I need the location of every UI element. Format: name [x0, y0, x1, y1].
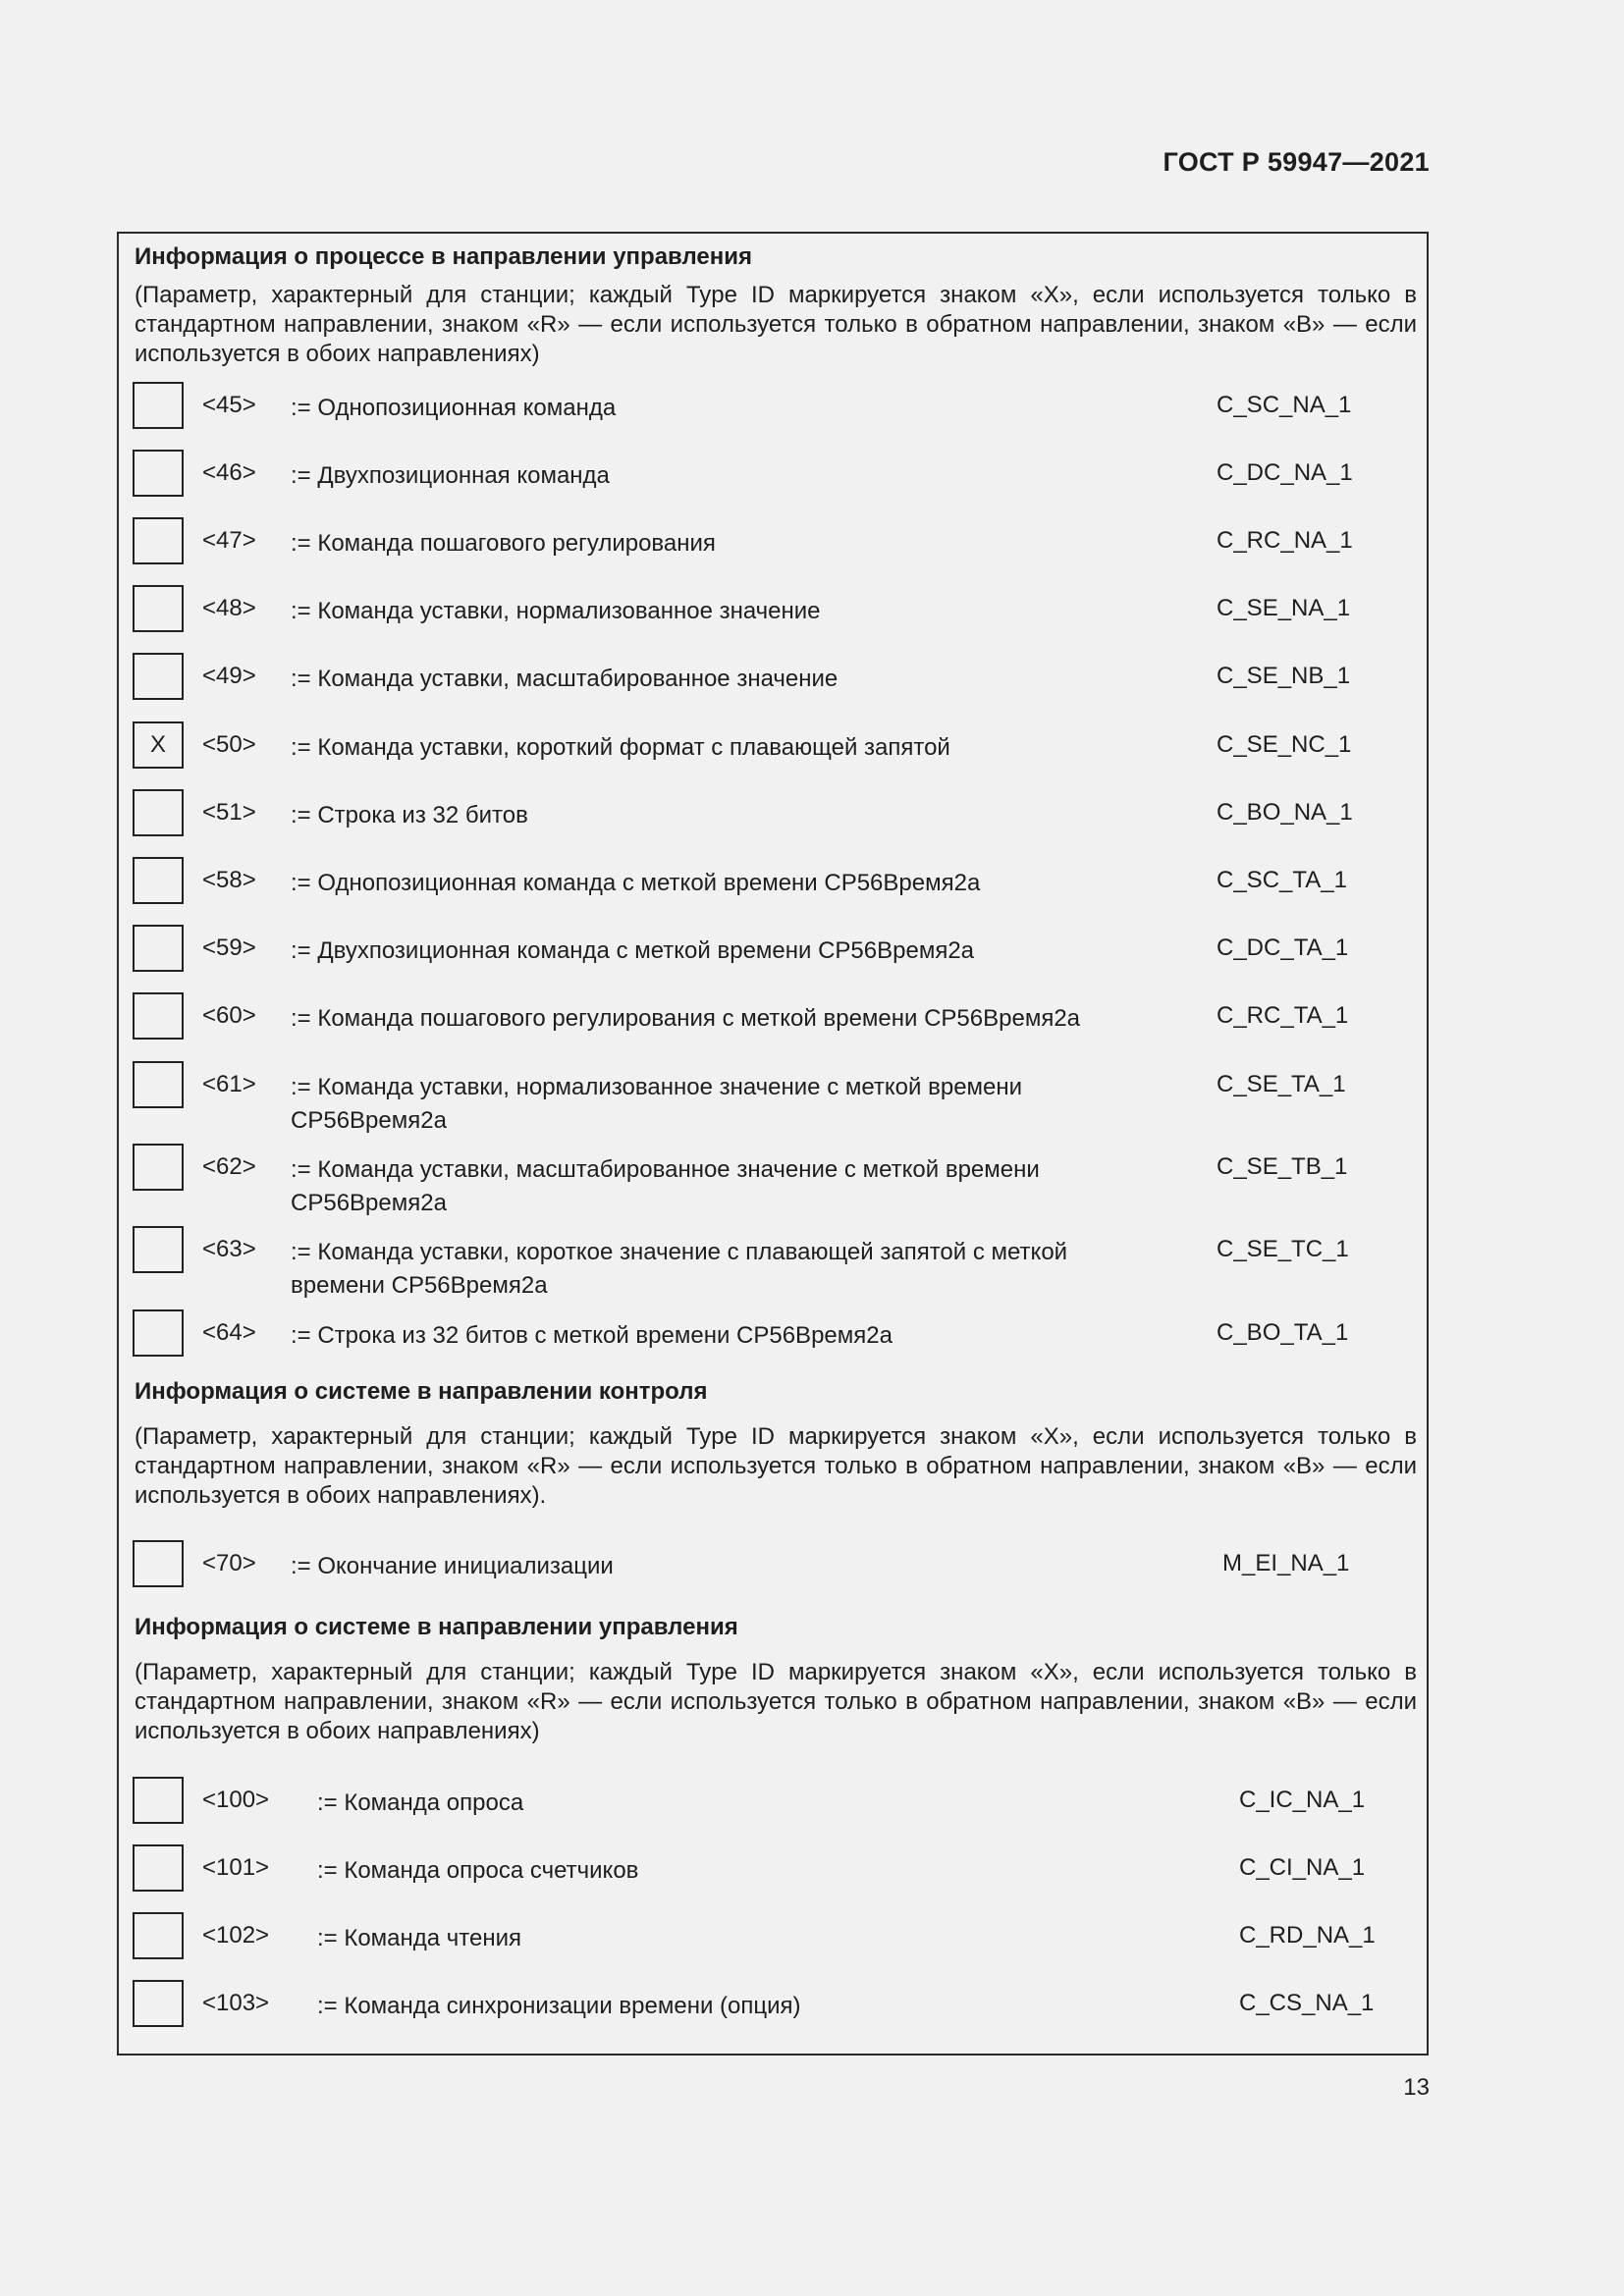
type-id-checkbox[interactable] — [133, 857, 184, 904]
type-id-code: C_CS_NA_1 — [1239, 1990, 1375, 2016]
type-id-checkbox[interactable] — [133, 450, 184, 497]
type-id-checkbox[interactable] — [133, 1309, 184, 1357]
type-id-number: <45> — [202, 392, 256, 418]
type-id-number: <59> — [202, 934, 256, 961]
type-id-code: C_SE_TB_1 — [1217, 1153, 1348, 1180]
type-id-description: := Команда чтения — [317, 1925, 522, 1951]
type-id-number: <49> — [202, 663, 256, 689]
type-id-description: := Команда уставки, нормализованное значение с меткой времени CP56Время2a — [291, 1074, 1023, 1134]
type-id-code: C_IC_NA_1 — [1239, 1787, 1366, 1813]
type-id-checkbox[interactable] — [133, 1912, 184, 1959]
type-id-code: C_DC_TA_1 — [1217, 934, 1349, 961]
type-id-number: <50> — [202, 731, 256, 758]
type-id-row — [133, 1061, 1419, 1134]
type-id-row — [133, 585, 1419, 640]
type-id-number: <51> — [202, 799, 256, 826]
type-id-number: <101> — [202, 1854, 270, 1881]
type-id-checkbox[interactable] — [133, 653, 184, 700]
type-id-description: := Команда синхронизации времени (опция) — [317, 1993, 801, 2019]
type-id-checkbox[interactable]: X — [133, 721, 184, 769]
type-id-description: := Строка из 32 битов с меткой времени CP56Время2a — [291, 1322, 893, 1349]
type-id-code: C_SE_NA_1 — [1217, 595, 1351, 621]
page-number: 13 — [1403, 2074, 1430, 2101]
type-id-row — [133, 1777, 1419, 1832]
type-id-number: <60> — [202, 1002, 256, 1029]
type-id-checkbox[interactable] — [133, 585, 184, 632]
type-id-checkbox[interactable] — [133, 382, 184, 429]
type-id-checkbox[interactable] — [133, 1540, 184, 1587]
type-id-code: C_SE_NC_1 — [1217, 731, 1352, 758]
type-id-description: := Однопозиционная команда с меткой времени CP56Время2a — [291, 870, 981, 896]
type-id-row — [133, 1144, 1419, 1216]
type-id-number: <62> — [202, 1153, 256, 1180]
type-id-description: := Команда опроса — [317, 1789, 524, 1816]
type-id-checkbox[interactable] — [133, 1061, 184, 1108]
type-id-code: M_EI_NA_1 — [1222, 1550, 1350, 1576]
type-id-checkbox[interactable] — [133, 1777, 184, 1824]
type-id-row — [133, 517, 1419, 572]
type-id-description: := Команда пошагового регулирования с меткой времени CP56Время2a — [291, 1005, 1081, 1032]
type-id-checkbox[interactable] — [133, 1844, 184, 1892]
type-id-frame — [117, 232, 1429, 2056]
type-id-code: C_SE_TC_1 — [1217, 1236, 1349, 1262]
section-note: (Параметр, характерный для станции; каждый Type ID маркируется знаком «X», если используется только в стандартном направлении, знаком «R» — если используется только в обратном направлении, знаком «B» — если используется в обоих направлениях) — [135, 1659, 1417, 1744]
type-id-row — [133, 1912, 1419, 1967]
type-id-description: := Команда пошагового регулирования — [291, 530, 716, 557]
type-id-row — [133, 1980, 1419, 2035]
type-id-row — [133, 1844, 1419, 1899]
type-id-code: C_BO_NA_1 — [1217, 799, 1353, 826]
type-id-code: C_RD_NA_1 — [1239, 1922, 1376, 1949]
type-id-description: := Команда опроса счетчиков — [317, 1857, 639, 1884]
type-id-checkbox[interactable] — [133, 1226, 184, 1273]
type-id-row — [133, 789, 1419, 844]
type-id-number: <70> — [202, 1550, 256, 1576]
type-id-description: := Команда уставки, масштабированное значение с меткой времени CP56Время2a — [291, 1156, 1040, 1216]
type-id-row — [133, 721, 1419, 776]
type-id-checkbox[interactable] — [133, 925, 184, 972]
type-id-description: := Строка из 32 битов — [291, 802, 528, 828]
type-id-code: C_BO_TA_1 — [1217, 1319, 1349, 1346]
type-id-number: <103> — [202, 1990, 270, 2016]
type-id-checkbox[interactable] — [133, 1144, 184, 1191]
type-id-number: <102> — [202, 1922, 270, 1949]
type-id-code: C_RC_TA_1 — [1217, 1002, 1349, 1029]
type-id-description: := Команда уставки, масштабированное значение — [291, 666, 839, 692]
type-id-number: <100> — [202, 1787, 270, 1813]
type-id-number: <58> — [202, 867, 256, 893]
type-id-description: := Двухпозиционная команда с меткой времени CP56Время2a — [291, 937, 975, 964]
type-id-number: <48> — [202, 595, 256, 621]
type-id-description: := Команда уставки, короткий формат с плавающей запятой — [291, 734, 950, 761]
type-id-number: <64> — [202, 1319, 256, 1346]
section-title-system-monitor: Информация о системе в направлении контроля — [135, 1378, 708, 1405]
type-id-code: C_SE_NB_1 — [1217, 663, 1351, 689]
document-standard-number: ГОСТ Р 59947—2021 — [1163, 147, 1430, 177]
type-id-description: := Команда уставки, нормализованное значение — [291, 598, 821, 624]
type-id-checkbox[interactable] — [133, 992, 184, 1040]
type-id-number: <63> — [202, 1236, 256, 1262]
type-id-row — [133, 653, 1419, 708]
type-id-row — [133, 450, 1419, 505]
type-id-row — [133, 857, 1419, 912]
section-title-process-control: Информация о процессе в направлении управления — [135, 243, 753, 270]
type-id-description: := Однопозиционная команда — [291, 395, 617, 421]
type-id-row — [133, 992, 1419, 1047]
type-id-checkbox[interactable] — [133, 789, 184, 836]
type-id-number: <61> — [202, 1071, 256, 1097]
type-id-row — [133, 925, 1419, 980]
type-id-number: <47> — [202, 527, 256, 554]
section-note: (Параметр, характерный для станции; каждый Type ID маркируется знаком «X», если используется только в стандартном направлении, знаком «R» — если используется только в обратном направлении, знаком «B» — если используется в обоих направлениях) — [135, 282, 1417, 367]
type-id-description: := Окончание инициализации — [291, 1553, 614, 1579]
type-id-checkbox[interactable] — [133, 1980, 184, 2027]
section-note: (Параметр, характерный для станции; каждый Type ID маркируется знаком «X», если используется только в стандартном направлении, знаком «R» — если используется только в обратном направлении, знаком «B» — если используется в обоих направлениях). — [135, 1423, 1417, 1509]
type-id-row — [133, 1540, 1419, 1595]
type-id-code: C_SC_NA_1 — [1217, 392, 1352, 418]
type-id-description: := Двухпозиционная команда — [291, 462, 610, 489]
section-title-system-control: Информация о системе в направлении управления — [135, 1614, 738, 1640]
type-id-code: C_SE_TA_1 — [1217, 1071, 1346, 1097]
type-id-code: C_DC_NA_1 — [1217, 459, 1353, 486]
type-id-checkbox[interactable] — [133, 517, 184, 564]
type-id-row — [133, 1226, 1419, 1299]
type-id-code: C_CI_NA_1 — [1239, 1854, 1366, 1881]
type-id-code: C_SC_TA_1 — [1217, 867, 1347, 893]
type-id-row — [133, 1309, 1419, 1364]
type-id-code: C_RC_NA_1 — [1217, 527, 1353, 554]
type-id-number: <46> — [202, 459, 256, 486]
type-id-description: := Команда уставки, короткое значение с плавающей запятой с меткой времени CP56Время2a — [291, 1239, 1068, 1299]
type-id-row — [133, 382, 1419, 437]
